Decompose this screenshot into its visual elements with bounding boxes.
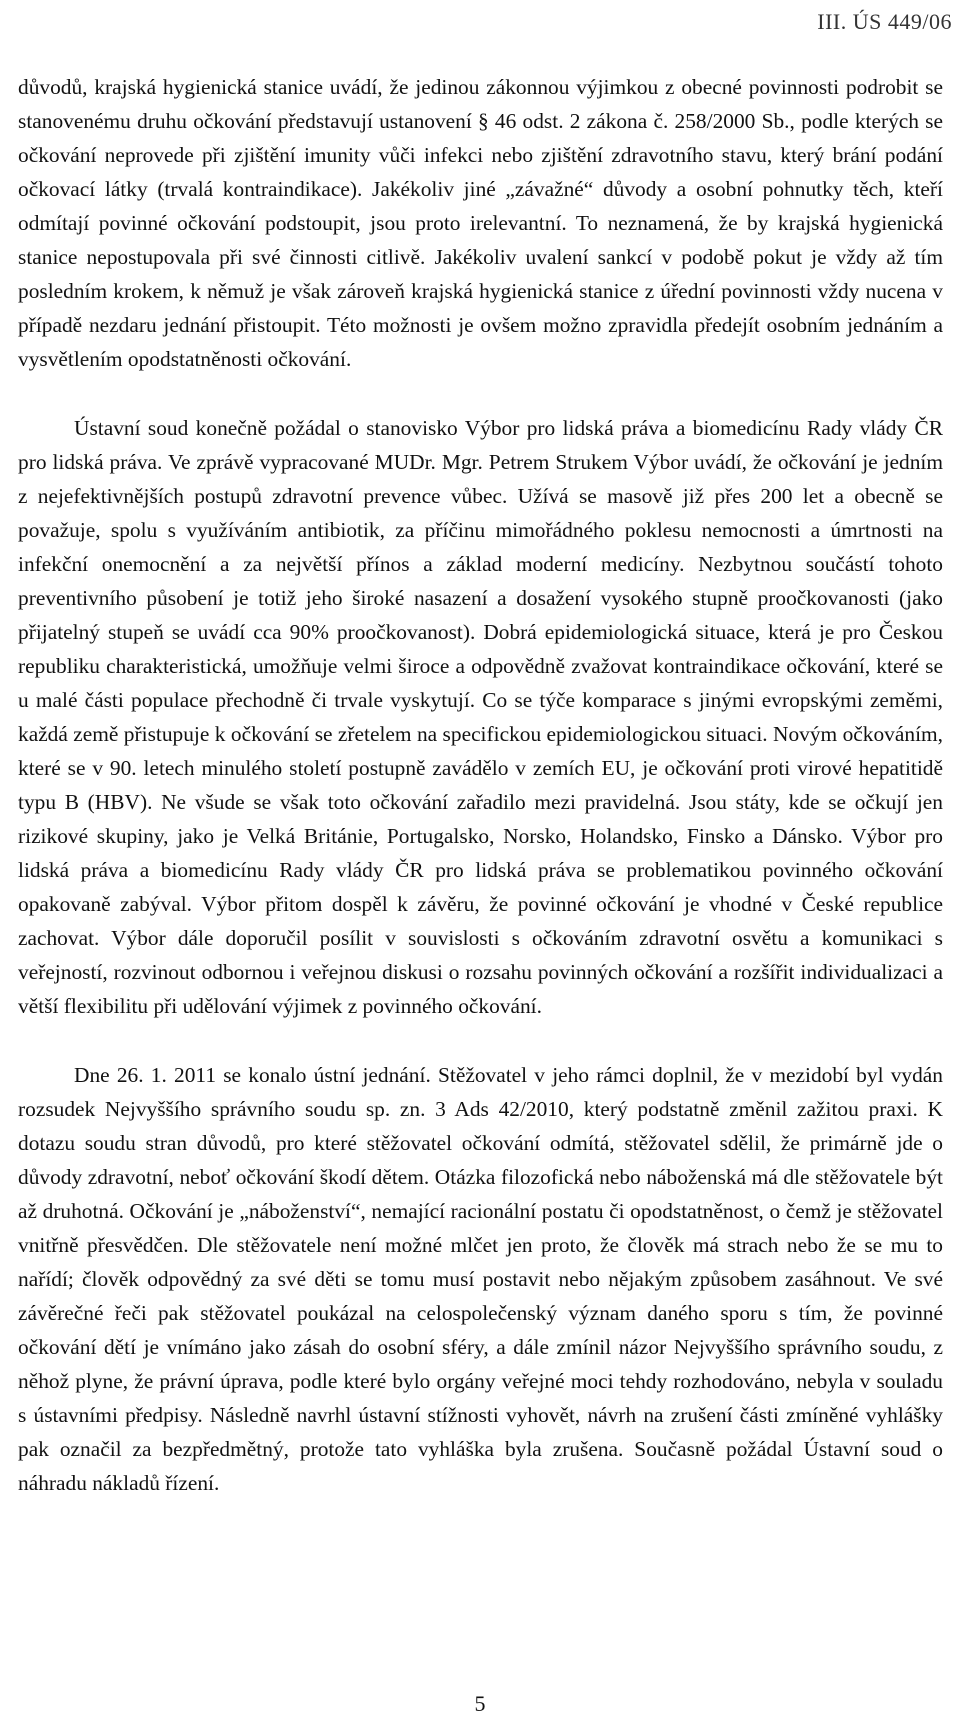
paragraph-hygiene-station: důvodů, krajská hygienická stanice uvádí, že jedinou zákonnou výjimkou z obecné povinnosti podrobit se stanovenému druhu očkování představují ustanovení § 46 odst. 2 zákona č. 258/2000 Sb., podle kterých se očkování neprovede při zjištění imunity vůči infekci nebo zjištění zdravotního stavu, který brání podání očkovací látky (trvalá kontraindikace). Jakékoliv jiné „závažné“ důvody a osobní pohnutky těch, kteří odmítají povinné očkování podstoupit, jsou proto irelevantní. To neznamená, že by krajská hygienická stanice nepostupovala při své činnosti citlivě. Jakékoliv uvalení sankcí v podobě pokut je vždy až tím posledním krokem, k němuž je však zároveň krajská hygienická stanice z úřední povinnosti vždy nucena v případě nezdaru jednání přistoupit. Této možnosti je ovšem možno zpravidla předejít osobním jednáním a vysvětlením opodstatněnosti očkování. bbox=[18, 75, 943, 371]
paragraph-committee-opinion: Ústavní soud konečně požádal o stanovisko Výbor pro lidská práva a biomedicínu Rady vlády ČR pro lidská práva. Ve zprávě vypracované MUDr. Mgr. Petrem Strukem Výbor uvádí, že očkování je jedním z nejefektivnějších postupů zdravotní prevence vůbec. Užívá se masově již přes 200 let a obecně se považuje, spolu s využíváním antibiotik, za příčinu mimořádného poklesu nemocnosti a úmrtnosti na infekční onemocnění a za největší přínos a základ moderní medicíny. Nezbytnou součástí tohoto preventivního působení je totiž jeho široké nasazení a dosažení vysokého stupně proočkovanosti (jako přijatelný stupeň se uvádí cca 90% proočkovanost). Dobrá epidemiologická situace, která je pro Českou republiku charakteristická, umožňuje velmi široce a odpovědně zvažovat kontraindikace očkování, které se u malé části populace přechodně či trvale vyskytují. Co se týče komparace s jinými evropskými zeměmi, každá země přistupuje k očkování se zřetelem na specifickou epidemiologickou situaci. Novým očkováním, které se v 90. letech minulého století postupně zavádělo v zemích EU, je očkování proti virové hepatitidě typu B (HBV). Ne všude se však toto očkování zařadilo mezi pravidelná. Jsou státy, kde se očkují jen rizikové skupiny, jako je Velká Británie, Portugalsko, Norsko, Holandsko, Finsko a Dánsko. Výbor pro lidská práva a biomedicínu Rady vlády ČR pro lidská práva se problematikou povinného očkování opakovaně zabýval. Výbor přitom dospěl k závěru, že povinné očkování je vhodné v České republice zachovat. Výbor dále doporučil posílit v souvislosti s očkováním zdravotní osvětu a komunikaci s veřejností, rozvinout odbornou i veřejnou diskusi o rozsahu povinných očkování a rozšířit individualizaci a větší flexibilitu při udělování výjimek z povinného očkování. bbox=[18, 416, 943, 1018]
page-number: 5 bbox=[474, 1691, 486, 1716]
paragraph-oral-hearing: Dne 26. 1. 2011 se konalo ústní jednání. Stěžovatel v jeho rámci doplnil, že v mezidobí byl vydán rozsudek Nejvyššího správního soudu sp. zn. 3 Ads 42/2010, který podstatně změnil zažitou praxi. K dotazu soudu stran důvodů, pro které stěžovatel očkování odmítá, stěžovatel sdělil, že primárně jde o důvody zdravotní, neboť očkování škodí dětem. Otázka filozofická nebo náboženská má dle stěžovatele být až druhotná. Očkování je „náboženství“, nemající racionální postatu či opodstatněnost, o čemž je stěžovatel vnitřně přesvědčen. Dle stěžovatele není možné mlčet jen proto, že člověk má strach nebo že se mu to nařídí; člověk odpovědný za své děti se tomu musí postavit nebo nějakým způsobem zasáhnout. Ve své závěrečné řeči pak stěžovatel poukázal na celospolečenský význam daného sporu s tím, že povinné očkování dětí je vnímáno jako zásah do osobní sféry, a dále zmínil názor Nejvyššího správního soudu, z něhož plyne, že právní úprava, podle které bylo orgány veřejné moci tehdy rozhodováno, nebyla v souladu s ústavními předpisy. Následně navrhl ústavní stížnosti vyhovět, návrh na zrušení části zmíněné vyhlášky pak označil za bezpředmětný, protože tato vyhláška byla zrušena. Současně požádal Ústavní soud o náhradu nákladů řízení. bbox=[18, 1063, 943, 1495]
case-reference: III. ÚS 449/06 bbox=[817, 9, 952, 34]
document-body bbox=[18, 70, 943, 1500]
